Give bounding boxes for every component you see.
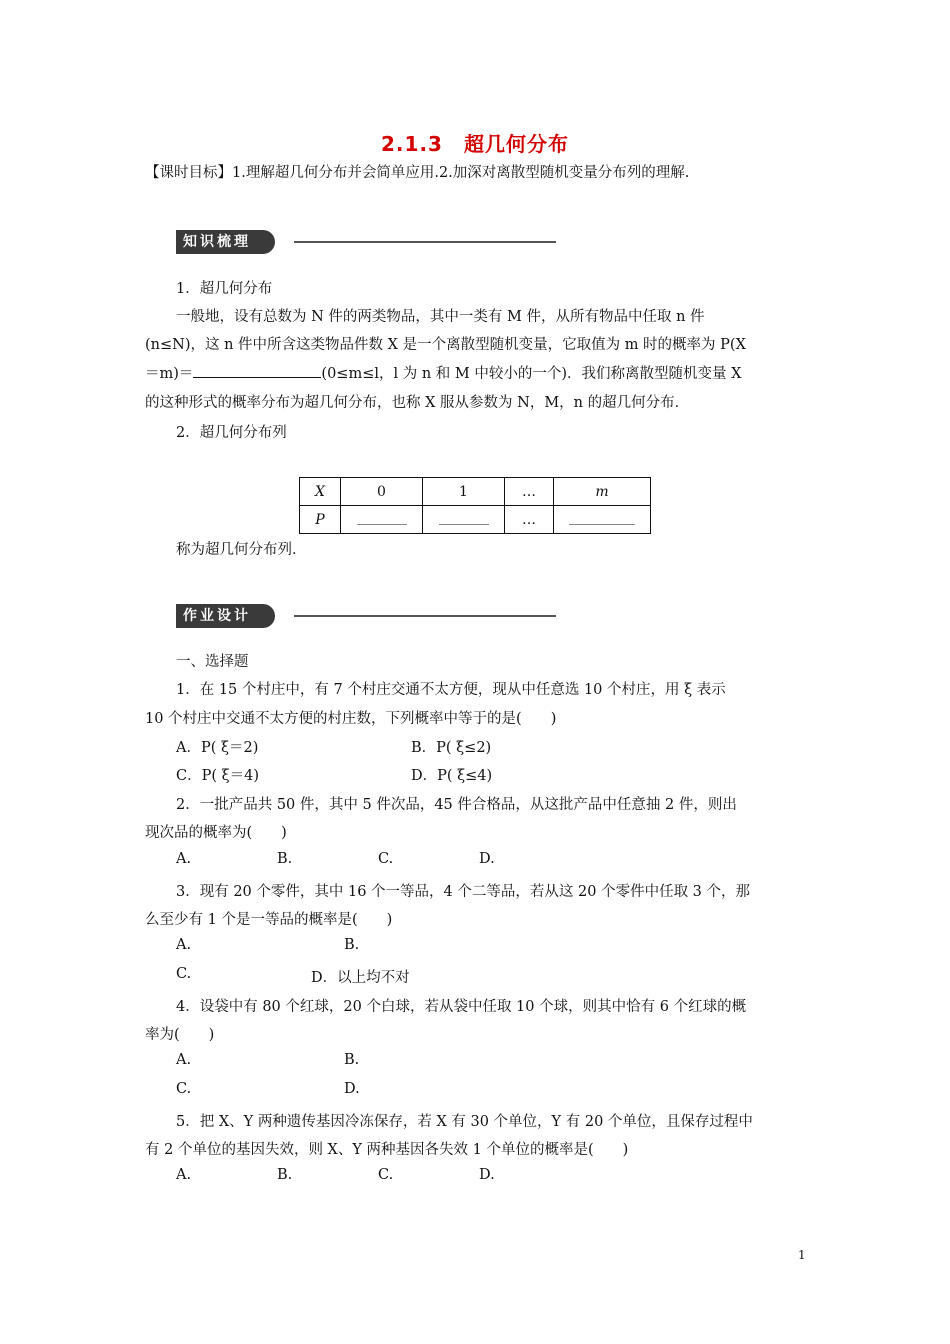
- question-line: 1．在 15 个村庄中，有 7 个村庄交通不太方便，现从中任意选 10 个村庄，用 ξ 表示: [176, 682, 726, 698]
- paragraph-line: (n≤N)，这 n 件中所含这类物品件数 X 是一个离散型随机变量，它取值为 m 时的概率为 P(X: [145, 337, 746, 353]
- option-d[interactable]: D.: [479, 851, 495, 867]
- option-b[interactable]: B.: [277, 851, 293, 867]
- option-c[interactable]: C．P( ξ＝4): [176, 768, 259, 784]
- objectives-label: 【课时目标】: [145, 165, 232, 181]
- question-line: 3．现有 20 个零件，其中 16 个一等品，4 个二等品，若从这 20 个零件中任取 3 个，那: [176, 884, 751, 900]
- option-a[interactable]: A.: [176, 851, 192, 867]
- table-cell: …: [505, 506, 554, 534]
- table-caption: 称为超几何分布列．: [176, 542, 307, 558]
- item-heading: 2．超几何分布列: [176, 425, 287, 441]
- option-c[interactable]: C.: [176, 966, 192, 982]
- table-cell: …: [505, 478, 554, 506]
- option-a[interactable]: A．P( ξ＝2): [176, 740, 259, 756]
- page-number: 1: [798, 1248, 806, 1262]
- table-cell: 0: [341, 478, 423, 506]
- option-b[interactable]: B.: [344, 1052, 360, 1068]
- paragraph-line: 一般地，设有总数为 N 件的两类物品，其中一类有 M 件，从所有物品中任取 n 件: [176, 309, 705, 325]
- distribution-table: [299, 477, 651, 534]
- table-cell: [554, 506, 651, 534]
- paragraph-line: 的这种形式的概率分布为超几何分布，也称 X 服从参数为 N，M，n 的超几何分布．: [145, 395, 690, 411]
- question-line: 5．把 X、Y 两种遗传基因冷冻保存，若 X 有 30 个单位，Y 有 20 个单位，且保存过程中: [176, 1114, 753, 1130]
- paragraph-line: [145, 362, 741, 383]
- question-line: 10 个村庄中交通不太方便的村庄数，下列概率中等于的是( ): [145, 711, 557, 727]
- answer-blank[interactable]: [439, 510, 489, 525]
- option-d[interactable]: D．P( ξ≤4): [411, 768, 493, 784]
- bullet-icon: [276, 611, 286, 621]
- table-row: [300, 506, 651, 534]
- question-line: 现次品的概率为( ): [145, 825, 287, 841]
- section-tab: [176, 604, 275, 628]
- option-b[interactable]: B.: [277, 1167, 293, 1183]
- item-heading: 1．超几何分布: [176, 281, 273, 297]
- option-c[interactable]: C.: [378, 851, 394, 867]
- bullet-icon: [276, 237, 286, 247]
- answer-blank[interactable]: [569, 510, 635, 525]
- option-b[interactable]: B.: [344, 937, 360, 953]
- section-header-homework: [176, 604, 556, 628]
- option-d[interactable]: D．以上均不对: [311, 970, 410, 986]
- answer-blank[interactable]: [357, 510, 407, 525]
- option-a[interactable]: A.: [176, 1052, 192, 1068]
- table-header-cell: P: [300, 506, 341, 534]
- table-cell: [341, 506, 423, 534]
- table-cell: [423, 506, 505, 534]
- question-line: 4．设袋中有 80 个红球，20 个白球，若从袋中任取 10 个球，则其中恰有 6 个红球的概: [176, 999, 747, 1015]
- option-d[interactable]: D.: [479, 1167, 495, 1183]
- question-line: 么至少有 1 个是一等品的概率是( ): [145, 912, 393, 928]
- section-tab: [176, 230, 275, 254]
- formula-suffix: (0≤m≤l，l 为 n 和 M 中较小的一个)．我们称离散型随机变量 X: [321, 366, 742, 382]
- section-label: 作业设计: [183, 608, 251, 624]
- page-title: 2.1.3 超几何分布: [381, 132, 569, 156]
- option-a[interactable]: A.: [176, 1167, 192, 1183]
- table-header-cell: X: [300, 478, 341, 506]
- table-cell: m: [554, 478, 651, 506]
- answer-blank[interactable]: [193, 377, 321, 378]
- option-c[interactable]: C.: [176, 1081, 192, 1097]
- option-d[interactable]: D.: [344, 1081, 360, 1097]
- section-divider: [294, 241, 556, 243]
- question-line: 有 2 个单位的基因失效，则 X、Y 两种基因各失效 1 个单位的概率是( ): [145, 1142, 629, 1158]
- section-label: 知识梳理: [183, 234, 251, 250]
- table-row: [300, 478, 651, 506]
- question-line: 2．一批产品共 50 件，其中 5 件次品，45 件合格品，从这批产品中任意抽 2 件，则出: [176, 797, 737, 813]
- formula-prefix: ＝m)＝: [145, 366, 194, 382]
- question-line: 率为( ): [145, 1027, 215, 1043]
- section-divider: [294, 615, 556, 617]
- objectives-text: 1.理解超几何分布并会简单应用.2.加深对离散型随机变量分布列的理解.: [232, 165, 690, 181]
- section-header-knowledge: [176, 230, 556, 254]
- option-b[interactable]: B．P( ξ≤2): [411, 740, 492, 756]
- table-cell: 1: [423, 478, 505, 506]
- part-heading: 一、选择题: [176, 654, 249, 670]
- option-a[interactable]: A.: [176, 937, 192, 953]
- lesson-objectives: [145, 161, 689, 182]
- option-c[interactable]: C.: [378, 1167, 394, 1183]
